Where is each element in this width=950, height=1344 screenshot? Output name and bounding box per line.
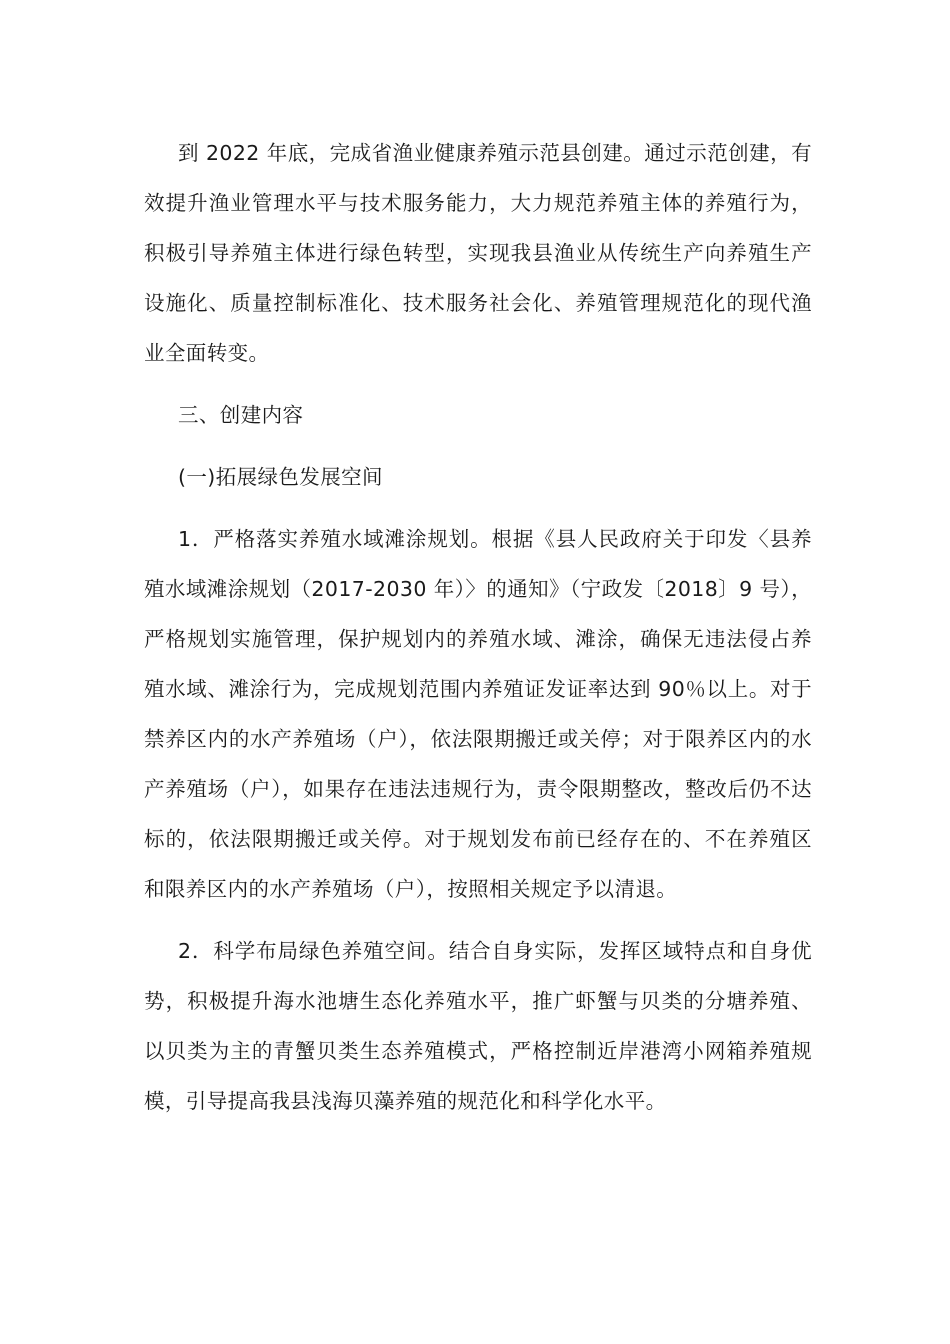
document-body	[144, 128, 812, 1126]
paragraph-item-2: 2．科学布局绿色养殖空间。结合自身实际，发挥区域特点和自身优势，积极提升海水池塘生态化养殖水平，推广虾蟹与贝类的分塘养殖、以贝类为主的青蟹贝类生态养殖模式，严格控制近岸港湾小网箱养殖规模，引导提高我县浅海贝藻养殖的规范化和科学化水平。	[144, 939, 812, 1113]
section-heading: 三、创建内容	[178, 403, 304, 427]
paragraph-goal: 到 2022 年底，完成省渔业健康养殖示范县创建。通过示范创建，有效提升渔业管理水平与技术服务能力，大力规范养殖主体的养殖行为，积极引导养殖主体进行绿色转型，实现我县渔业从传统生产向养殖生产设施化、质量控制标准化、技术服务社会化、养殖管理规范化的现代渔业全面转变。	[144, 141, 812, 365]
paragraph-item-1: 1．严格落实养殖水域滩涂规划。根据《县人民政府关于印发〈县养殖水域滩涂规划（2017-2030 年）〉的通知》（宁政发〔2018〕9 号），严格规划实施管理，保护规划内的养殖水域、滩涂，确保无违法侵占养殖水域、滩涂行为，完成规划范围内养殖证发证率达到 90％以上。对于禁养区内的水产养殖场（户），依法限期搬迁或关停；对于限养区内的水产养殖场（户），如果存在违法违规行为，责令限期整改，整改后仍不达标的，依法限期搬迁或关停。对于规划发布前已经存在的、不在养殖区和限养区内的水产养殖场（户），按照相关规定予以清退。	[144, 527, 812, 901]
subsection-heading: (一)拓展绿色发展空间	[178, 465, 383, 489]
